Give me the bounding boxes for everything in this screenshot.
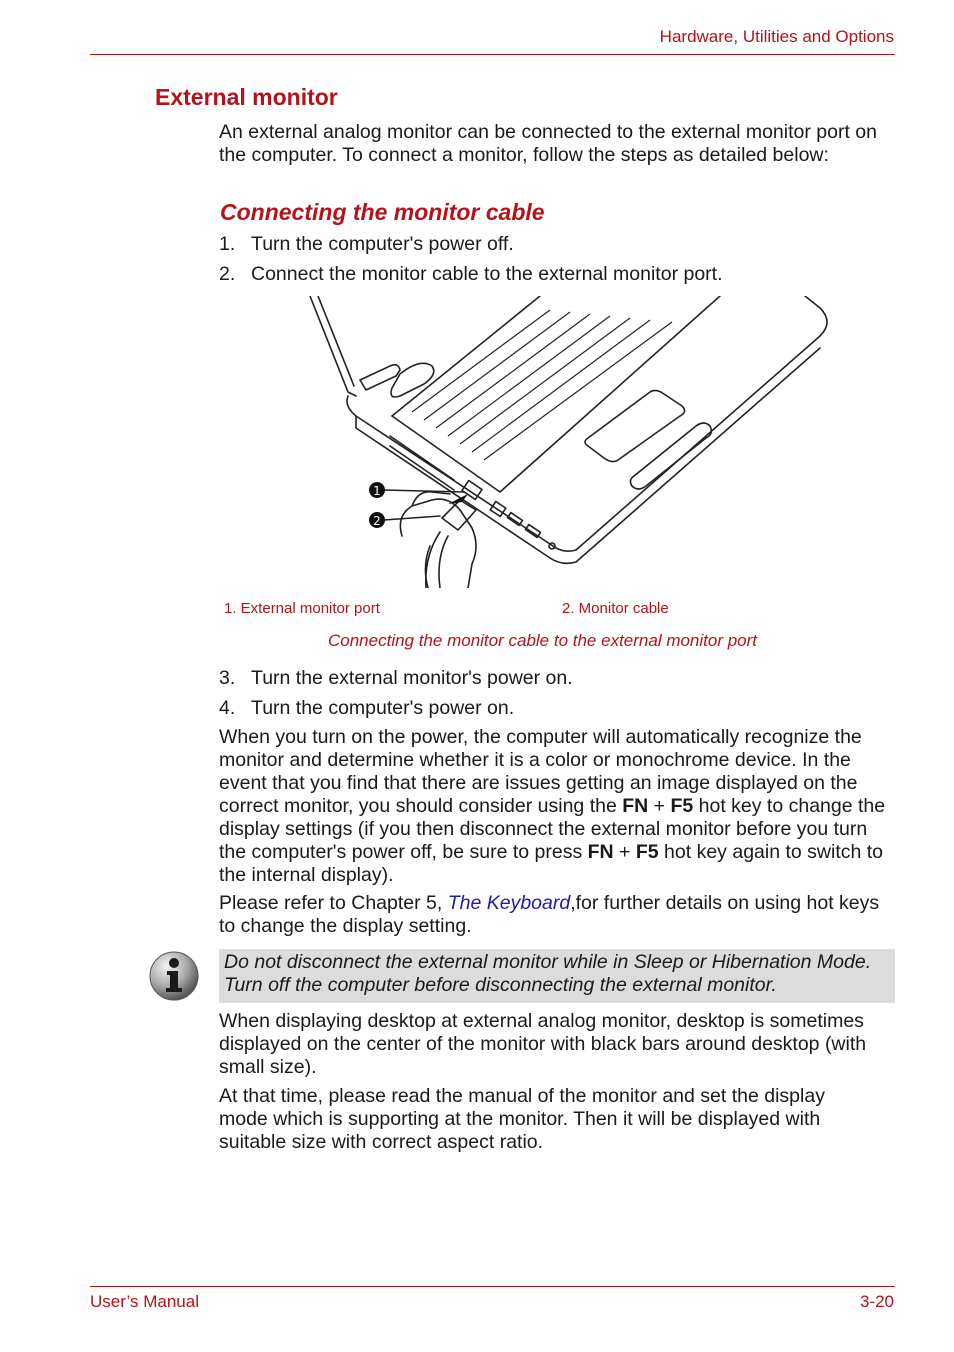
info-icon: [148, 950, 200, 1002]
step-item: [219, 667, 573, 690]
step-item: [219, 697, 514, 720]
footer-manual-title: User’s Manual: [90, 1292, 199, 1311]
display-mode-paragraph: At that time, please read the manual of the monitor and set the display mode which is supporting at the monitor. Then it will be displayed with suitable size with correct aspect ratio.: [219, 1085, 825, 1153]
header-rule: [90, 54, 895, 55]
figure-callout-2: 2. Monitor cable: [562, 600, 669, 617]
subsection-heading: Connecting the monitor cable: [220, 199, 545, 225]
step-text: Connect the monitor cable to the external monitor port.: [251, 263, 723, 285]
step-text: Turn the computer's power off.: [251, 233, 514, 255]
power-on-paragraph: [219, 726, 897, 887]
running-header: Hardware, Utilities and Options: [659, 27, 894, 46]
hotkey-f5: F5: [635, 841, 659, 863]
text-run: ,for further details on using hot keys to change the display setting.: [219, 892, 880, 937]
svg-text:1: 1: [373, 484, 381, 498]
note-box: [219, 949, 895, 1003]
step-number: 3.: [219, 667, 236, 689]
reference-paragraph: [219, 892, 899, 938]
desktop-display-paragraph: When displaying desktop at external analog monitor, desktop is sometimes displayed on the center of the monitor with black bars around desktop (with small size).: [219, 1010, 867, 1078]
laptop-monitor-port-illustration: [300, 296, 840, 588]
text-run: +: [613, 841, 636, 863]
page-number: 3-20: [859, 1292, 894, 1311]
figure-callout-1: 1. External monitor port: [224, 600, 380, 617]
text-run: hot key to change the display settings (if you then disconnect the external monitor before you turn the computer's power off, be sure to press: [219, 795, 886, 863]
step-number: 4.: [219, 697, 236, 719]
keyboard-chapter-link[interactable]: The Keyboard: [447, 892, 571, 914]
footer-rule: [90, 1286, 895, 1287]
text-run: When you turn on the power, the computer will automatically recognize the monitor and determine whether it is a color or monochrome device. In the event that you find that there are issues getting an image displayed on the correct monitor, you should consider using the: [219, 726, 862, 817]
text-run: Please refer to Chapter 5,: [219, 892, 448, 914]
step-number: 1.: [219, 233, 236, 255]
hotkey-fn: FN: [622, 795, 649, 817]
step-text: Turn the computer's power on.: [251, 697, 515, 719]
step-item: [219, 263, 723, 286]
text-run: +: [648, 795, 671, 817]
hotkey-fn: FN: [587, 841, 614, 863]
step-number: 2.: [219, 263, 236, 285]
step-text: Turn the external monitor's power on.: [251, 667, 573, 689]
figure-caption: Connecting the monitor cable to the external monitor port: [328, 631, 758, 650]
svg-text:2: 2: [373, 514, 381, 528]
hotkey-f5: F5: [670, 795, 694, 817]
text-run: hot key again to switch to the internal display).: [219, 841, 884, 886]
intro-paragraph: An external analog monitor can be connected to the external monitor port on the computer. To connect a monitor, follow the steps as detailed below:: [219, 121, 877, 166]
note-text: Do not disconnect the external monitor while in Sleep or Hibernation Mode. Turn off the computer before disconnecting the external monitor.: [224, 951, 872, 996]
step-item: [219, 233, 514, 256]
section-heading: External monitor: [155, 84, 338, 110]
